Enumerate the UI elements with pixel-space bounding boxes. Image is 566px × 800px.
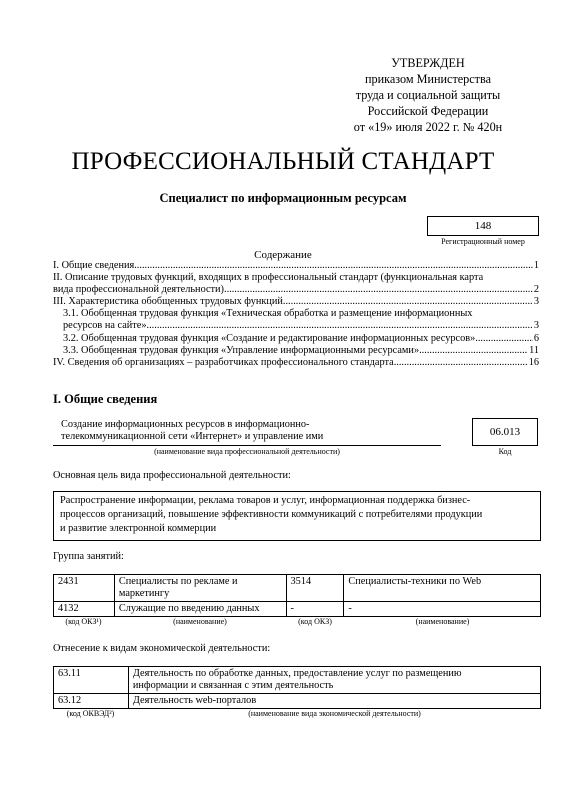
document-title: ПРОФЕССИОНАЛЬНЫЙ СТАНДАРТ	[71, 148, 495, 175]
okved-code: 63.12	[54, 694, 129, 709]
column-caption: (наименование)	[415, 617, 470, 626]
okz-name: Специалисты-техники по Web	[344, 575, 541, 602]
toc-item[interactable]: 3.2. Обобщенная трудовая функция «Создание и редактирование информационных ресурсов» ..... 6	[53, 333, 539, 345]
approval-line: УТВЕРЖДЕН	[391, 56, 465, 70]
okz-code: 2431	[54, 575, 115, 602]
occupation-groups-table	[53, 574, 541, 617]
goal-line: и развитие электронной коммерции	[60, 523, 217, 534]
column-caption: (наименование)	[173, 617, 227, 626]
approval-line: Российской Федерации	[367, 104, 489, 118]
column-caption: (код ОКЗ)	[298, 617, 332, 626]
toc-item[interactable]: ресурсов на сайте» ..... 3	[53, 320, 539, 332]
okz-name: -	[344, 602, 541, 617]
goal-box	[53, 491, 541, 541]
column-caption: (наименование вида экономической деятельности)	[248, 709, 421, 718]
toc-item[interactable]: I. Общие сведения ..... 1	[53, 260, 539, 272]
registration-number-caption: Регистрационный номер	[441, 237, 525, 246]
economic-activity-table	[53, 666, 541, 709]
occupation-line: Создание информационных ресурсов в информационно-	[61, 419, 310, 430]
occupation-name	[61, 419, 439, 443]
code-box: 06.013	[472, 418, 538, 446]
toc-heading: Содержание	[254, 249, 312, 261]
document-subtitle: Специалист по информационным ресурсам	[159, 191, 407, 205]
approval-block	[330, 55, 526, 135]
toc-item[interactable]: II. Описание трудовых функций, входящих в профессиональный стандарт (функциональная карта	[53, 272, 484, 284]
okz-code: 4132	[54, 602, 115, 617]
registration-number-box: 148	[427, 216, 539, 236]
table-row	[54, 602, 541, 617]
table-row	[54, 694, 541, 709]
table-of-contents	[53, 260, 539, 369]
column-caption: (код ОКЗ¹)	[65, 617, 102, 626]
goal-line: процессов организаций, повышение эффективности коммуникаций с потребителями продукции	[60, 509, 483, 520]
goal-label: Основная цель вида профессиональной деятельности:	[53, 470, 291, 481]
approval-line: приказом Министерства	[364, 72, 492, 86]
okved-code: 63.11	[54, 667, 129, 694]
toc-item[interactable]: IV. Сведения об организациях – разработчиках профессионального стандарта ..... 16	[53, 357, 539, 369]
econ-label: Отнесение к видам экономической деятельности:	[53, 643, 271, 654]
toc-item[interactable]: 3.3. Обобщенная трудовая функция «Управление информационными ресурсами» ..... 11	[53, 345, 539, 357]
toc-item[interactable]: 3.1. Обобщенная трудовая функция «Техническая обработка и размещение информационных	[63, 308, 473, 320]
approval-line: от «19» июля 2022 г. № 420н	[353, 120, 503, 134]
occupation-caption: (наименование вида профессиональной деятельности)	[154, 447, 340, 456]
toc-item[interactable]: вида профессиональной деятельности) ..... 2	[53, 284, 539, 296]
code-caption: Код	[498, 447, 512, 456]
section-heading: I. Общие сведения	[53, 392, 158, 406]
okved-name: Деятельность по обработке данных, предоставление услуг по размещению информации и связанная с этим деятельность	[128, 667, 540, 694]
table-row	[54, 575, 541, 602]
divider	[53, 445, 441, 446]
column-caption: (код ОКВЭД²)	[66, 709, 115, 718]
toc-item[interactable]: III. Характеристика обобщенных трудовых функций ..... 3	[53, 296, 539, 308]
occupation-line: телекоммуникационной сети «Интернет» и управление ими	[61, 431, 324, 443]
okz-name: Служащие по введению данных	[114, 602, 286, 617]
table-row	[54, 667, 541, 694]
okz-code: -	[286, 602, 344, 617]
group-label: Группа занятий:	[53, 551, 124, 562]
okz-code: 3514	[286, 575, 344, 602]
okved-name: Деятельность web-порталов	[128, 694, 540, 709]
approval-line: труда и социальной защиты	[355, 88, 501, 102]
goal-line: Распространение информации, реклама товаров и услуг, информационная поддержка бизнес-	[60, 495, 471, 506]
okz-name: Специалисты по рекламе и маркетингу	[114, 575, 286, 602]
